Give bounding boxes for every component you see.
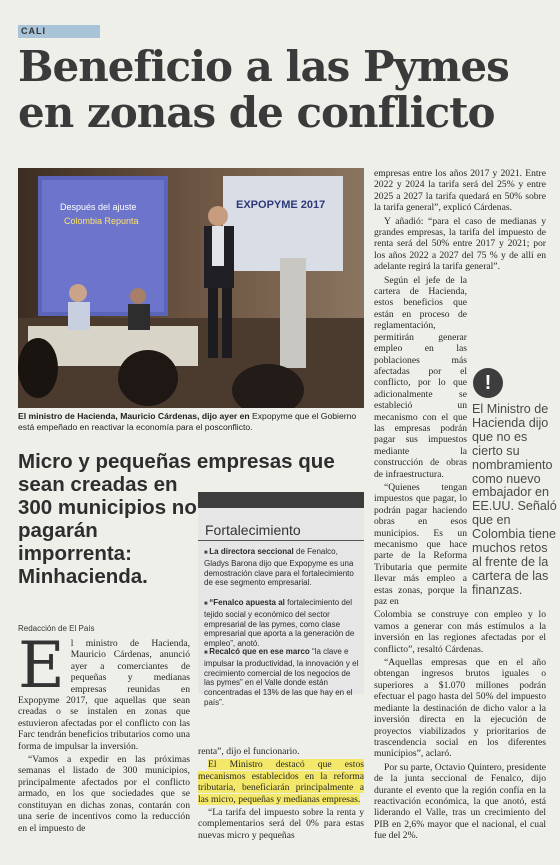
screen-text-2: Colombia Repunta — [64, 216, 139, 226]
sidebar-box-item-lead: ■ Recalcó que en ese marco — [204, 647, 310, 656]
kicker-line-1: Micro y pequeñas empresas que — [18, 450, 335, 473]
column-3-paragraph-2: Y añadió: “para el caso de medianas y grandes empresas, la tarifa del impuesto de renta será del 50% entre 2017 y 2021; por los años 2022 a 2027 del 75 % y de allí en adelante regirá la tarifa general”. — [374, 215, 546, 273]
sidebar-box-item-text: de Fenalco, Gladys Barona dijo que Expopyme es una demostración clave para el fortalecimiento de ese segmento empresarial. — [204, 547, 354, 588]
highlighted-text: El Ministro destacó que estos mecanismos establecidos en la reforma tributaria, beneficiarán principalmente a las micro, pequeñas y medianas empresas. — [198, 759, 364, 805]
caption-bold: El ministro de Hacienda, Mauricio Cárdenas, dijo ayer en — [18, 411, 250, 421]
column-1-paragraph-1 — [18, 629, 190, 752]
column-2-paragraph-3: “La tarifa del impuesto sobre la renta y complementarios será del 0% para estas nuevas micro y pequeñas — [198, 807, 364, 841]
photo-caption — [18, 411, 364, 433]
section-label: CALI — [21, 26, 46, 36]
column-3-paragraph-4: “Quienes tengan impuestos que pagar, lo podrán pagar haciendo obras en esos municipios. Es un mecanismo que hace parte de la Reforma Tributaria que permite llevar más empleo a estas zonas, porque la paz en — [374, 481, 467, 608]
column-3-paragraph-6: Por su parte, Octavio Quintero, presidente de la junta seccional de Fenalco, dijo durante el evento que la región confía en la reactivación económica, la que anotó, está liderando el Valle, tras un crecimiento del PIB en 2,6% mayor que el nacional, el cual fue del 2%. — [374, 761, 546, 842]
exclamation-icon: ! — [473, 368, 503, 398]
sidebar-box-item-lead: ■ “Fenalco apuesta al — [204, 598, 285, 607]
side-quote: El Ministro de Hacienda dijo que no es cierto su nombramiento como nuevo embajador en EE.UU. Señaló que en Colombia tiene muchos retos al frente de la cartera de las finanzas. — [472, 402, 557, 597]
sidebar-box-item — [204, 647, 360, 708]
banner-text: EXPOPYME 2017 — [236, 199, 326, 211]
screen-text-1: Después del ajuste — [60, 202, 137, 212]
article-photo — [18, 168, 364, 408]
kicker-rest: sean creadas en 300 municipios no pagarán imporrenta: Minhacienda. — [18, 473, 197, 588]
sidebar-box-item-text: fortalecimiento del tejido social y económico del sector empresarial de las pymes, como clase empresarial que aporta a la generación de empleo”, anotó. — [204, 598, 355, 649]
sidebar-box-item-text: “la clave e impulsar la productividad, la innovación y el crecimiento comercial de los negocios de las pymes” en el Valle donde están concentradas el 13% de las que hay en el país”. — [204, 647, 359, 707]
headline: Beneficio a las Pymes en zonas de conflicto — [18, 42, 509, 137]
dropcap: E — [18, 629, 65, 703]
article-column-1 — [18, 629, 190, 836]
sidebar-box-item-lead: ■ La directora seccional — [204, 547, 294, 556]
conference-photo-illustration — [18, 168, 364, 408]
byline: Redacción de El País — [18, 624, 95, 633]
column-1-paragraph-1-text: l ministro de Hacienda, Mauricio Cárdenas, anunció ayer a comerciantes de pequeñas y medianas empresas reunidas en Expopyme 2017, que aquellas que sean creadas o se instalen en zonas que estuvieron afectadas por el conflicto con las Farc tendrán beneficios tributarios como una forma de impulsar la inversión. — [18, 638, 190, 752]
column-2-paragraph-1: renta”, dijo el funcionario. — [198, 746, 300, 757]
sidebar-box-item — [204, 547, 360, 588]
column-3-paragraph-4-continued: Colombia se construye con empleo y lo vamos a generar con más estímulos a la inversión en las regiones afectadas por el conflicto”, resaltó Cárdenas. — [374, 609, 546, 655]
sidebar-box-item — [204, 598, 360, 649]
sidebar-box-title: Fortalecimiento — [205, 522, 301, 538]
column-3-paragraph-1: empresas entre los años 2017 y 2021. Entre 2022 y 2024 la tarifa será del 25% y entre 2025 a 2027 la tarifa quedará en 50% sobre la tarifa general”, explicó Cárdenas. — [374, 168, 546, 214]
sidebar-box-rule — [198, 540, 364, 541]
column-3-paragraph-3: Según el jefe de la cartera de Hacienda, estos beneficios que están en proceso de reglamentación, permitirán generar empleo en las poblaciones más afectadas por el conflicto, por lo que adicionalmente se estableció un mecanismo con el que las empresas podrán pagar sus impuestos mediante la construcción de obras de infraestructura. — [374, 274, 467, 480]
column-2-paragraph-2 — [198, 759, 364, 805]
column-3-paragraph-5: “Aquellas empresas que en el año obtengan ingresos brutos iguales o superiores a $1.070 millones podrán efectuar el pago hasta del 50% del impuesto mediante la destinación de dicho valor a la inversión directa en la ejecución de proyectos viabilizados y prioritarios de trascendencia social en los diferentes municipios”, aclaró. — [374, 657, 546, 760]
caption-rest: Expopyme que el Gobierno está empeñado en reactivar la economía para el posconflicto. — [18, 411, 357, 432]
article-column-2 — [198, 746, 364, 843]
column-1-paragraph-2: “Vamos a expedir en las próximas semanas el listado de 300 municipios, principalmente afectados por el conflicto armado, en los que sociedades que se constituyan en dichas zonas, contarán con una serie de incentivos como la reducción en el impuesto de — [18, 754, 190, 834]
